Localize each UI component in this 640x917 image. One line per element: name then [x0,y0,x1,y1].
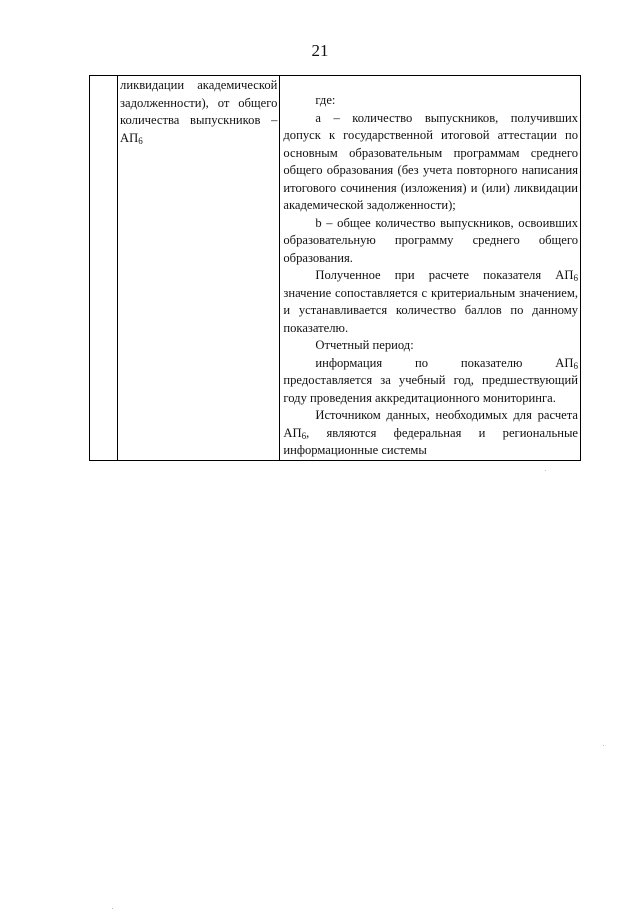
period-label: Отчетный период: [315,338,414,352]
indicator-table [89,75,581,461]
criterion-cell [118,76,280,461]
method-cell [280,76,581,461]
criterion-main-text: ликвидации академической задолженности), от общего количества выпускников – АП [120,78,278,145]
period-paragraph: информация по показателю $АП_6$ предоставляется за учебный год, предшествующий году проведения аккредитационного мониторинга. [283,355,578,405]
criterion-subscript: 6 [138,135,143,146]
criterion-text [120,77,277,147]
sources-paragraph: Источником данных, необходимых для расчета $АП_6$, являются федеральная и региональные информационные системы [283,408,578,457]
scan-speck [112,908,113,909]
table-row [90,76,581,461]
where-label: где: [315,93,336,107]
scan-speck [545,470,546,471]
scan-speck [603,745,604,746]
index-cell [90,76,118,461]
result-paragraph: Полученное при расчете показателя $АП_6$ значение сопоставляется с критериальным значением, и устанавливается количество баллов по данному показателю. [283,268,578,335]
definition-a: a – количество выпускников, получивших допуск к государственной итоговой аттестации по основным образовательным программам среднего общего образования (без учета повторного написания итогового сочинения (изложения) и (или) ликвидации академической задолженности); [283,110,578,212]
page-number: 21 [311,41,329,60]
definition-b: b – общее количество выпускников, освоивших образовательную программу среднего общего образования. [283,215,578,265]
